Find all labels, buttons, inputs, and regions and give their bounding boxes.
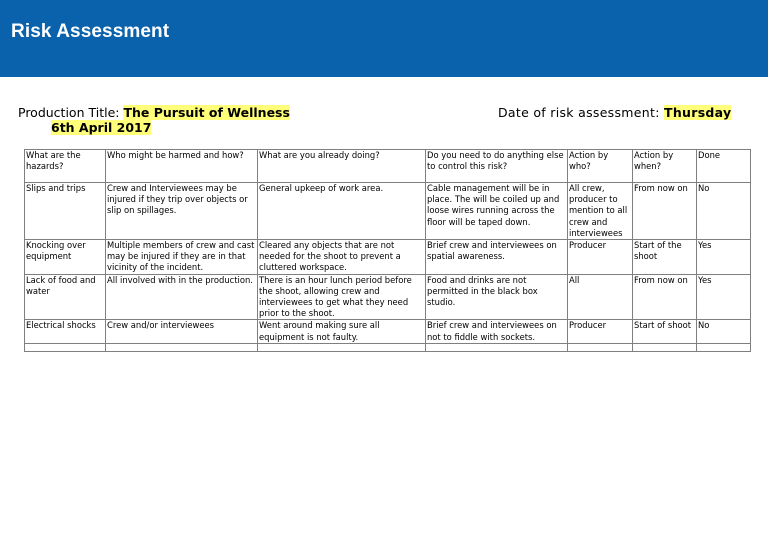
table-cell: No	[697, 183, 751, 240]
table-cell: All	[568, 274, 633, 320]
risk-assessment-date-value-day: Thursday	[664, 105, 732, 120]
risk-assessment-table	[24, 149, 751, 352]
risk-assessment-date-value-date: 6th April 2017	[51, 120, 152, 135]
table-cell: Yes	[697, 240, 751, 275]
table-cell: Went around making sure all equipment is not faulty.	[258, 320, 426, 343]
table-cell: Producer	[568, 320, 633, 343]
page-title: Risk Assessment	[11, 21, 170, 42]
risk-assessment-date-label: Date of risk assessment:	[498, 105, 660, 120]
table-cell-empty	[25, 343, 106, 351]
table-cell-empty	[568, 343, 633, 351]
table-cell: Producer	[568, 240, 633, 275]
table-row	[25, 274, 751, 320]
table-cell: No	[697, 320, 751, 343]
table-cell: General upkeep of work area.	[258, 183, 426, 240]
column-header-done: Done	[697, 150, 751, 183]
table-cell-empty	[258, 343, 426, 351]
table-header-row	[25, 150, 751, 183]
column-header-already-doing: What are you already doing?	[258, 150, 426, 183]
column-header-who-harmed: Who might be harmed and how?	[106, 150, 258, 183]
table-cell-empty	[633, 343, 697, 351]
table-cell: Electrical shocks	[25, 320, 106, 343]
table-cell: All involved with in the production.	[106, 274, 258, 320]
table-row-empty	[25, 343, 751, 351]
column-header-further-action: Do you need to do anything else to control this risk?	[426, 150, 568, 183]
column-header-hazards: What are the hazards?	[25, 150, 106, 183]
table-cell: Knocking over equipment	[25, 240, 106, 275]
table-cell: Crew and Interviewees may be injured if they trip over objects or slip on spillages.	[106, 183, 258, 240]
risk-assessment-date-continuation	[51, 120, 151, 135]
table-row	[25, 320, 751, 343]
risk-assessment-date-line	[498, 105, 731, 120]
table-cell: Multiple members of crew and cast may be injured if they are in that vicinity of the incident.	[106, 240, 258, 275]
table-cell: Start of the shoot	[633, 240, 697, 275]
table-cell-empty	[426, 343, 568, 351]
production-title-line	[18, 105, 290, 120]
table-cell: Crew and/or interviewees	[106, 320, 258, 343]
column-header-action-by-who: Action by who?	[568, 150, 633, 183]
table-cell: There is an hour lunch period before the shoot, allowing crew and interviewees to get what they need prior to the shoot.	[258, 274, 426, 320]
table-cell: Brief crew and interviewees on spatial awareness.	[426, 240, 568, 275]
production-title-value: The Pursuit of Wellness	[123, 105, 290, 120]
table-row	[25, 183, 751, 240]
table-cell: Cleared any objects that are not needed for the shoot to prevent a cluttered workspace.	[258, 240, 426, 275]
table-cell: Cable management will be in place. The will be coiled up and loose wires running across the floor will be taped down.	[426, 183, 568, 240]
table-cell: From now on	[633, 274, 697, 320]
table-cell-empty	[106, 343, 258, 351]
table-cell: Food and drinks are not permitted in the black box studio.	[426, 274, 568, 320]
table-cell: From now on	[633, 183, 697, 240]
header-banner	[0, 0, 768, 77]
table-cell-empty	[697, 343, 751, 351]
table-cell: Start of shoot	[633, 320, 697, 343]
table-cell: All crew, producer to mention to all crew and interviewees	[568, 183, 633, 240]
table-cell: Yes	[697, 274, 751, 320]
table-row	[25, 240, 751, 275]
table-cell: Brief crew and interviewees on not to fiddle with sockets.	[426, 320, 568, 343]
column-header-action-by-when: Action by when?	[633, 150, 697, 183]
production-title-label: Production Title:	[18, 105, 120, 120]
table-cell: Slips and trips	[25, 183, 106, 240]
table-cell: Lack of food and water	[25, 274, 106, 320]
